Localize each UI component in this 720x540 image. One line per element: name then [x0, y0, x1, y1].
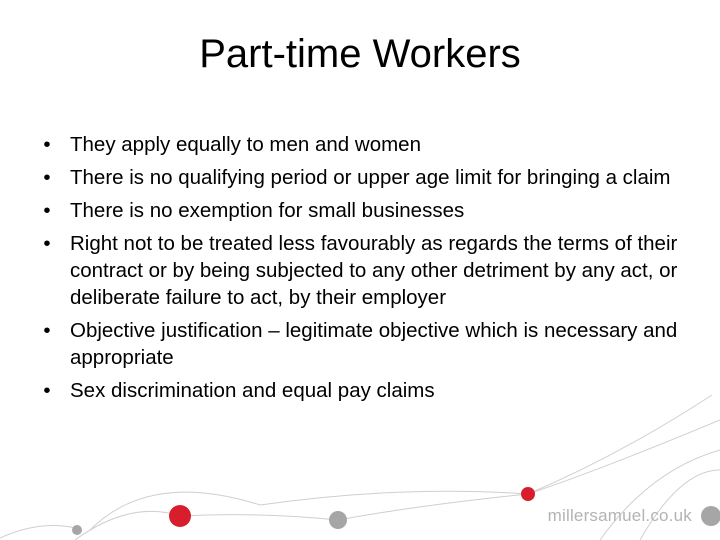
bullet-marker: •	[43, 166, 51, 189]
network-line	[260, 491, 528, 505]
bullet-text: Sex discrimination and equal pay claims	[70, 379, 435, 402]
bullet-marker: •	[43, 232, 51, 255]
network-line	[600, 450, 720, 540]
bullet-marker: •	[43, 379, 51, 402]
bullet-text: There is no qualifying period or upper age limit for bringing a claim	[70, 166, 671, 189]
network-line	[640, 470, 720, 540]
network-line	[528, 420, 720, 494]
bullet-item	[40, 230, 680, 311]
bullet-text: There is no exemption for small businesses	[70, 199, 465, 222]
network-node-grey	[701, 506, 720, 526]
bullet-text: They apply equally to men and women	[70, 133, 421, 156]
bullet-list	[40, 131, 680, 410]
bullet-item	[40, 317, 680, 371]
network-line	[0, 526, 75, 538]
bullet-item	[40, 197, 680, 224]
network-node-red-large	[169, 505, 191, 527]
bullet-text: Objective justification – legitimate objective which is necessary and appropriate	[70, 319, 678, 369]
bullet-marker: •	[43, 199, 51, 222]
bullet-item	[40, 131, 680, 158]
slide-title: Part-time Workers	[199, 32, 521, 76]
network-node-grey-large	[329, 511, 347, 529]
bullet-item	[40, 164, 680, 191]
network-line	[90, 492, 260, 530]
bullet-text: Right not to be treated less favourably as regards the terms of their contract or by being subjected to any other detriment by any act, or deliberate failure to act, by their employer	[70, 232, 678, 309]
bullet-marker: •	[43, 133, 51, 156]
network-line	[338, 494, 528, 520]
bullet-item	[40, 377, 680, 404]
bullet-marker: •	[43, 319, 51, 342]
network-node-red	[521, 487, 535, 501]
network-node-grey	[72, 525, 82, 535]
network-line	[180, 515, 338, 520]
brand-url: millersamuel.co.uk	[547, 506, 692, 525]
network-line	[75, 511, 180, 540]
